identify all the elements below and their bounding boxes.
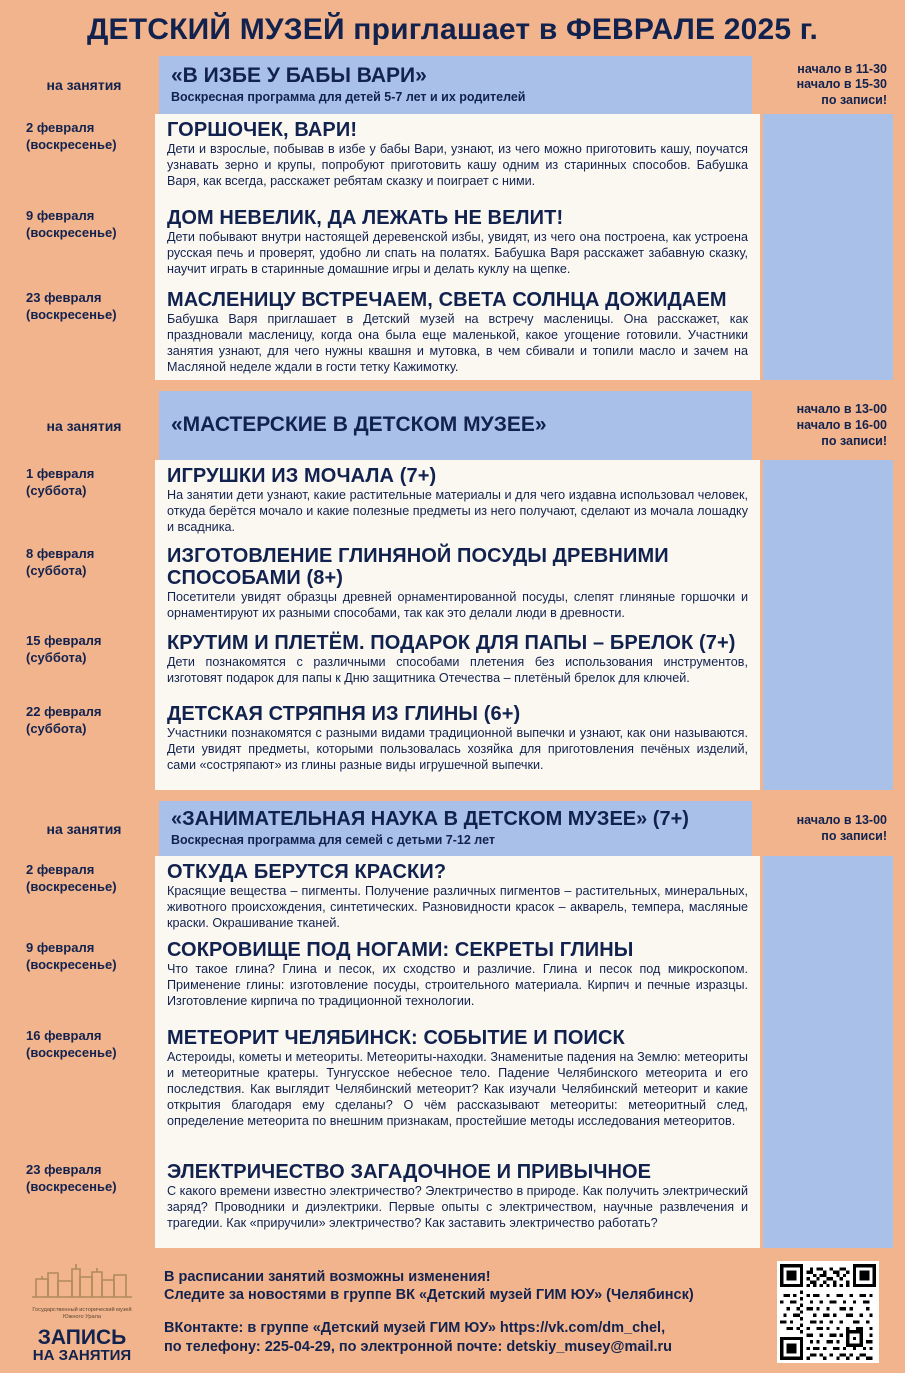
date-weekday: (воскресенье) — [26, 878, 117, 894]
program-title: СОКРОВИЩЕ ПОД НОГАМИ: СЕКРЕТЫ ГЛИНЫ — [167, 939, 634, 962]
date-day: 2 февраля — [26, 862, 95, 878]
date-day: 16 февраля — [26, 1028, 102, 1044]
program-title: ИЗГОТОВЛЕНИЕ ГЛИНЯНОЙ ПОСУДЫ ДРЕВНИМИ СПОСОБАМИ (8+) — [167, 545, 669, 590]
section-3-time-1: начало в 13-00 — [796, 813, 887, 828]
program-title: ДЕТСКАЯ СТРЯПНЯ ИЗ ГЛИНЫ (6+) — [167, 703, 521, 726]
section-1-rows — [12, 114, 893, 380]
program-title: ДОМ НЕВЕЛИК, ДА ЛЕЖАТЬ НЕ ВЕЛИТ! — [167, 207, 564, 230]
section-1-time-3: по записи! — [821, 92, 887, 107]
program-text: Астероиды, кометы и метеориты. Метеориты-находки. Знаменитые падения на Землю: метеориты и метеоритные кратеры. Тунгусское небесное тело. Падение Челябинского метеорита и его последствия. Как выглядит Челябинский метеорит? Как изучали Челябинский метеорит и какие открытия благодаря ему сделаны? О чём рассказывают метеориты: метеоритный след, определение метеорита по внешним признакам, простейшие методы исследования метеоритов. — [167, 1050, 748, 1129]
program-title: ИГРУШКИ ИЗ МОЧАЛА (7+) — [167, 465, 437, 488]
footer-notice-line-2: Следите за новостями в группе ВК «Детский музей ГИМ ЮУ» (Челябинск) — [164, 1287, 694, 1304]
section-2-time-3: по записи! — [821, 433, 887, 448]
date-cell — [12, 1156, 152, 1248]
page-title — [12, 10, 893, 56]
date-weekday: (воскресенье) — [26, 136, 117, 152]
section-1-right-panel — [763, 114, 893, 380]
date-cell — [12, 284, 152, 380]
section-3-dates — [12, 856, 152, 1248]
program-text: Участники познакомятся с разными видами традиционной выпечки и узнают, как они называются. Дети увидят предметы, которыми пользовалась хозяйка для приготовления печёных изделий, сами «состряпают» из глины разные виды игрушечной выпечки. — [167, 726, 748, 773]
date-cell — [12, 627, 152, 698]
section-2-right-panel — [763, 460, 893, 790]
date-day: 2 февраля — [26, 120, 95, 136]
section-1-body — [152, 114, 763, 380]
section-1-time-2: начало в 15-30 — [796, 77, 887, 92]
date-day: 9 февраля — [26, 940, 95, 956]
footer-contacts — [164, 1319, 755, 1357]
footer-notice — [164, 1268, 755, 1305]
museum-emblem-icon — [30, 1259, 134, 1304]
program-item — [155, 934, 760, 1022]
date-day: 23 февраля — [26, 290, 102, 306]
date-day: 22 февраля — [26, 704, 102, 720]
date-weekday: (воскресенье) — [26, 224, 117, 240]
section-1-time-1: начало в 11-30 — [797, 61, 887, 76]
section-2-dates — [12, 460, 152, 790]
program-item — [155, 460, 760, 540]
program-text: На занятии дети узнают, какие растительные материалы и для чего издавна использовал человек, откуда берётся мочало и какие полезные предметы из него получают, сделают из мочала лошадку и всадника. — [167, 488, 748, 535]
date-day: 8 февраля — [26, 546, 95, 562]
program-text: Что такое глина? Глина и песок, их сходство и различие. Глина и песок под микроскопом. Применение глины: изготовление посуды, строительного материала. Кирпич и печные изразцы. Изготовление кирпича по традиционной технологии. — [167, 962, 748, 1009]
section-divider — [12, 790, 893, 801]
program-text: Дети и взрослые, побывав в избе у бабы Вари, узнают, из чего можно приготовить кашу, поучатся узнавать зерно и крупы, попробуют приготовить кашу одним из старинных способов. Бабушка Варя, как всегда, расскажет ребятам сказку и поиграет с ними. — [167, 142, 748, 189]
date-weekday: (суббота) — [26, 482, 87, 498]
program-title: ЭЛЕКТРИЧЕСТВО ЗАГАДОЧНОЕ И ПРИВЫЧНОЕ — [167, 1161, 652, 1184]
museum-emblem-caption: Государственный исторический музей Южного Урала — [32, 1307, 132, 1321]
museum-logo-block — [12, 1259, 152, 1365]
date-cell — [12, 856, 152, 934]
section-3-subtitle: Воскресная программа для семей с детьми 7-12 лет — [171, 832, 495, 847]
section-3-left-label: на занятия — [46, 820, 122, 837]
section-divider — [12, 380, 893, 391]
program-item — [155, 114, 760, 202]
section-header-3 — [12, 801, 893, 856]
footer-text-block — [152, 1259, 763, 1365]
program-text: С какого времени известно электричество? Электричество в природе. Как получить электрический заряд? Проводники и диэлектрики. Первые опыты с электричеством, научные развлечения и трагедии. Как «приручили» электричество? Как заставить электричество работать? — [167, 1184, 748, 1231]
program-item — [155, 284, 760, 380]
program-title: МЕТЕОРИТ ЧЕЛЯБИНСК: СОБЫТИЕ И ПОИСК — [167, 1027, 625, 1050]
program-title: КРУТИМ И ПЛЕТЁМ. ПОДАРОК ДЛЯ ПАПЫ – БРЕЛОК (7+) — [167, 632, 736, 655]
footer-contact-line-1[interactable]: ВКонтакте: в группе «Детский музей ГИМ ЮУ» https://vk.com/dm_chel, — [164, 1319, 666, 1336]
section-1-title-block — [156, 56, 755, 115]
date-weekday: (воскресенье) — [26, 1178, 117, 1194]
date-day: 1 февраля — [26, 466, 95, 482]
date-day: 15 февраля — [26, 633, 102, 649]
section-2-time-1: начало в 13-00 — [796, 402, 887, 417]
date-cell — [12, 1022, 152, 1156]
section-3-times — [755, 801, 893, 856]
date-day: 9 февраля — [26, 208, 95, 224]
date-day: 23 февраля — [26, 1162, 102, 1178]
date-weekday: (воскресенье) — [26, 306, 117, 322]
program-item — [155, 1156, 760, 1248]
qr-code-icon[interactable] — [777, 1261, 879, 1363]
program-title: ГОРШОЧЕК, ВАРИ! — [167, 119, 358, 142]
section-2-body — [152, 460, 763, 790]
program-text: Дети побывают внутри настоящей деревенской избы, увидят, из чего она построена, как устроена русская печь и проверят, удобно ли спать на полатях. Бабушка Варя расскажет забавную сказку, научит играть в старинные домашние игры и делать куклу на щепке. — [167, 230, 748, 277]
date-weekday: (суббота) — [26, 720, 87, 736]
footer — [12, 1259, 893, 1373]
section-3-time-2: по записи! — [821, 828, 887, 843]
program-text: Красящие вещества – пигменты. Получение различных пигментов – растительных, минеральных, животного происхождения, синтетических. Разновидности красок – акварель, темпера, масляные краски. Окрашивание тканей. — [167, 884, 748, 931]
section-1-left-label: на занятия — [46, 76, 122, 93]
program-item — [155, 540, 760, 627]
program-item — [155, 1022, 760, 1156]
date-cell — [12, 460, 152, 540]
program-text: Посетители увидят образцы древней орнаментированной посуды, слепят глиняные горшочки и орнаментируют их разными способами, так как это делали люди в древности. — [167, 590, 748, 621]
section-2-title: «МАСТЕРСКИЕ В ДЕТСКОМ МУЗЕЕ» — [171, 413, 547, 437]
section-1-title: «В ИЗБЕ У БАБЫ ВАРИ» — [171, 63, 427, 87]
section-2-time-2: начало в 16-00 — [796, 418, 887, 433]
section-3-body — [152, 856, 763, 1248]
program-text: Бабушка Варя приглашает в Детский музей на встречу масленицы. Она расскажет, как праздновали масленицу, когда она была еще маленькой, какое угощение готовили. Участники занятия узнают, для чего нужны квашня и мутовка, в чем сбивали и топили масло и зачем на Масляной неделе ждали в гости тетку Кажимотку. — [167, 312, 748, 375]
program-item — [155, 627, 760, 698]
date-weekday: (суббота) — [26, 562, 87, 578]
date-weekday: (суббота) — [26, 649, 87, 665]
date-cell — [12, 698, 152, 790]
section-2-rows — [12, 460, 893, 790]
qr-code-block — [763, 1259, 893, 1365]
program-title: МАСЛЕНИЦУ ВСТРЕЧАЕМ, СВЕТА СОЛНЦА ДОЖИДАЕМ — [167, 289, 727, 312]
date-cell — [12, 114, 152, 202]
section-3-title: «ЗАНИМАТЕЛЬНАЯ НАУКА В ДЕТСКОМ МУЗЕЕ» (7+) — [171, 808, 689, 831]
page-title-text: ДЕТСКИЙ МУЗЕЙ приглашает в ФЕВРАЛЕ 2025 г. — [86, 13, 819, 46]
section-2-title-block — [156, 391, 755, 460]
section-1-dates — [12, 114, 152, 380]
footer-notice-line-1: В расписании занятий возможны изменения! — [164, 1268, 491, 1285]
program-item — [155, 202, 760, 284]
section-header-2 — [12, 391, 893, 460]
signup-subtitle: НА ЗАНЯТИЯ — [32, 1347, 132, 1365]
section-1-subtitle: Воскресная программа для детей 5-7 лет и их родителей — [171, 89, 526, 104]
signup-title: ЗАПИСЬ — [37, 1325, 127, 1349]
section-3-right-panel — [763, 856, 893, 1248]
section-1-times — [755, 56, 893, 115]
section-header-1 — [12, 56, 893, 115]
program-title: ОТКУДА БЕРУТСЯ КРАСКИ? — [167, 861, 447, 884]
section-2-times — [755, 391, 893, 460]
date-cell — [12, 934, 152, 1022]
footer-contact-line-2[interactable]: по телефону: 225-04-29, по электронной почте: detskiy_musey@mail.ru — [164, 1338, 673, 1355]
date-cell — [12, 540, 152, 627]
section-3-title-block — [156, 801, 755, 856]
program-item — [155, 856, 760, 934]
section-3-rows — [12, 856, 893, 1248]
date-cell — [12, 202, 152, 284]
date-weekday: (воскресенье) — [26, 1044, 117, 1060]
section-2-left-label: на занятия — [46, 417, 122, 434]
date-weekday: (воскресенье) — [26, 956, 117, 972]
program-item — [155, 698, 760, 790]
program-text: Дети познакомятся с различными способами плетения без использования инструментов, изготовят подарок для папы к Дню защитника Отечества – плетёный брелок для ключей. — [167, 655, 748, 686]
